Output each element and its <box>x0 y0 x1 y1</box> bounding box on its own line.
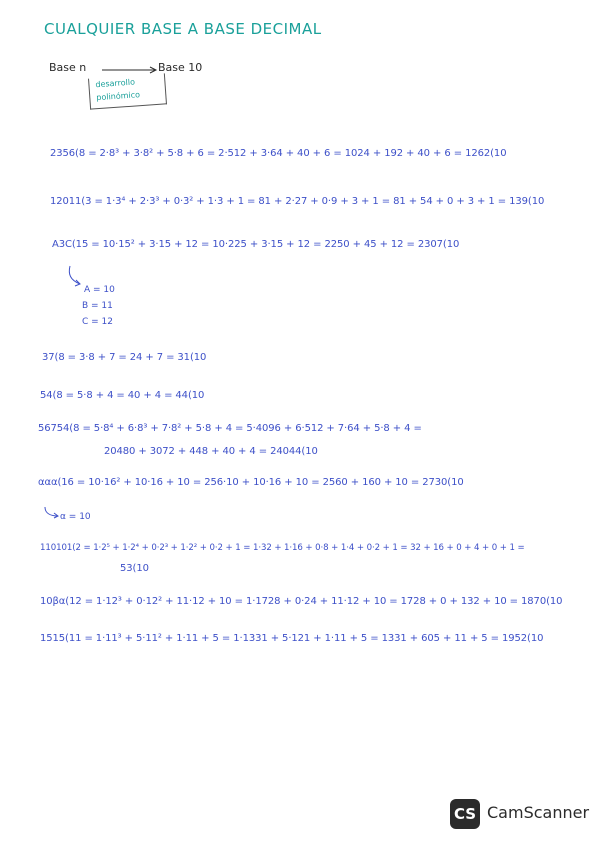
page-title: CUALQUIER BASE A BASE DECIMAL <box>44 20 322 38</box>
hook-arrow-icon <box>66 264 86 288</box>
equation-37-base8: 37(8 = 3·8 + 7 = 24 + 7 = 31(10 <box>42 352 207 363</box>
camscanner-logo: CS <box>450 799 480 829</box>
equation-2356-base8: 2356(8 = 2·8³ + 3·8² + 5·8 + 6 = 2·512 + 3·64 + 40 + 6 = 1024 + 192 + 40 + 6 = 1262(10 <box>50 148 507 159</box>
equation-12011-base3: 12011(3 = 1·3⁴ + 2·3³ + 0·3² + 1·3 + 1 = 81 + 2·27 + 0·9 + 3 + 1 = 81 + 54 + 0 + 3 + 1 = 139(10 <box>50 196 545 207</box>
hex-digit-a: A = 10 <box>84 285 115 295</box>
equation-aaa-base16: ααα(16 = 10·16² + 10·16 + 10 = 256·10 + 10·16 + 10 = 2560 + 160 + 10 = 2730(10 <box>38 477 464 488</box>
equation-110101-base2-line2: 53(10 <box>120 563 149 574</box>
equation-110101-base2-line1: 110101(2 = 1·2⁵ + 1·2⁴ + 0·2³ + 1·2² + 0·2 + 1 = 1·32 + 1·16 + 0·8 + 1·4 + 0·2 + 1 = 32 + 16 + 0 + 4 + 0 + 1 = <box>40 543 525 553</box>
method-note-box <box>88 73 167 109</box>
equation-56754-base8-line2: 20480 + 3072 + 448 + 40 + 4 = 24044(10 <box>104 446 318 457</box>
equation-54-base8: 54(8 = 5·8 + 4 = 40 + 4 = 44(10 <box>40 390 205 401</box>
equation-56754-base8-line1: 56754(8 = 5·8⁴ + 6·8³ + 7·8² + 5·8 + 4 = 5·4096 + 6·512 + 7·64 + 5·8 + 4 = <box>38 423 422 434</box>
equation-10ba-base12: 10βα(12 = 1·12³ + 0·12² + 11·12 + 10 = 1·1728 + 0·24 + 11·12 + 10 = 1728 + 0 + 132 + 10 = 1870(10 <box>40 596 563 607</box>
hex-digit-b: B = 11 <box>82 301 113 311</box>
hook-arrow-icon-2 <box>42 505 62 519</box>
alpha-value-note: α = 10 <box>60 512 91 522</box>
camscanner-name: CamScanner <box>487 803 590 822</box>
equation-1515-base11: 1515(11 = 1·11³ + 5·11² + 1·11 + 5 = 1·1331 + 5·121 + 1·11 + 5 = 1331 + 605 + 11 + 5 = 1952(10 <box>40 633 544 644</box>
method-note-line1: desarrollo <box>95 77 136 90</box>
method-note-line2: polinómico <box>96 90 141 103</box>
base-n-label: Base n <box>49 61 87 74</box>
base-10-label: Base 10 <box>158 61 203 74</box>
hex-digit-c: C = 12 <box>82 317 113 327</box>
equation-a3c-base15: A3C(15 = 10·15² + 3·15 + 12 = 10·225 + 3·15 + 12 = 2250 + 45 + 12 = 2307(10 <box>52 239 460 250</box>
right-arrow-icon <box>100 66 160 74</box>
